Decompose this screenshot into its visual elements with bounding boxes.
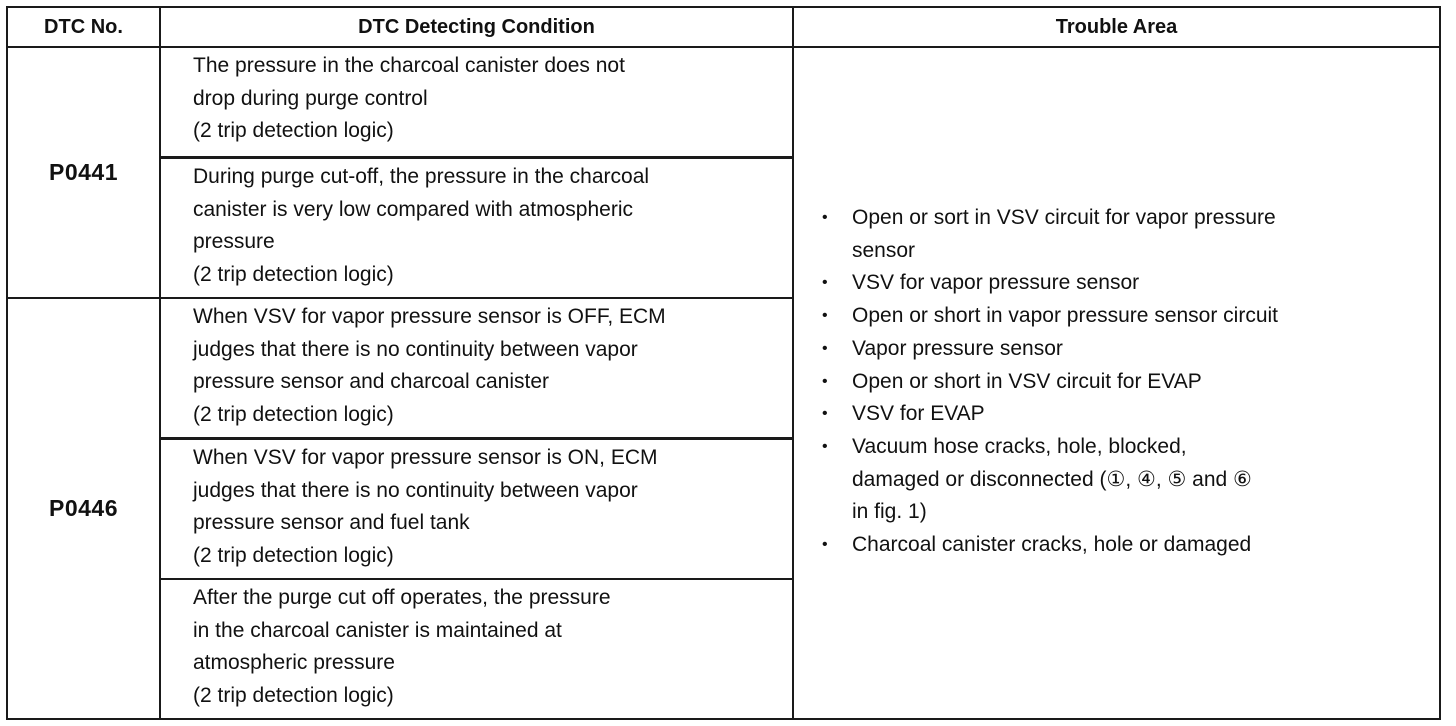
list-item-line: Vacuum hose cracks, hole, blocked, [852, 434, 1187, 458]
list-item-line: Open or short in VSV circuit for EVAP [852, 369, 1202, 393]
trouble-area-list [818, 202, 1429, 562]
list-item [818, 267, 1429, 300]
list-item [818, 398, 1429, 431]
list-item [818, 300, 1429, 333]
bullet-icon: • [822, 437, 828, 455]
list-item [818, 529, 1429, 562]
bullet-icon: • [822, 372, 828, 390]
list-item-line: Open or short in vapor pressure sensor circuit [852, 304, 1279, 328]
dtc-code-p0441: P0441 [7, 47, 160, 298]
list-item [818, 202, 1429, 267]
list-item-line: Open or sort in VSV circuit for vapor pressure [852, 206, 1276, 229]
condition-line: (2 trip detection logic) [193, 262, 394, 286]
bullet-icon: • [822, 405, 828, 423]
condition-cell [160, 298, 793, 439]
condition-line: During purge cut-off, the pressure in the charcoal [193, 165, 650, 188]
list-item-line: sensor [852, 238, 916, 262]
header-row [7, 7, 1440, 47]
list-item-line: damaged or disconnected (①, ④, ⑤ and ⑥ [852, 467, 1252, 491]
condition-cell [160, 47, 793, 158]
condition-line: pressure sensor and charcoal canister [193, 370, 550, 393]
condition-line: (2 trip detection logic) [193, 402, 394, 426]
condition-line: (2 trip detection logic) [193, 683, 394, 707]
list-item [818, 366, 1429, 399]
condition-line: pressure [193, 230, 275, 253]
condition-line: pressure sensor and fuel tank [193, 511, 470, 534]
bullet-icon: • [822, 536, 828, 554]
list-item [818, 333, 1429, 366]
trouble-area-cell [793, 47, 1440, 719]
list-item-line: VSV for EVAP [852, 402, 985, 426]
list-item-line: Charcoal canister cracks, hole or damaged [852, 533, 1252, 557]
table-row [7, 47, 1440, 158]
condition-line: (2 trip detection logic) [193, 119, 394, 142]
bullet-icon: • [822, 274, 828, 292]
condition-line: in the charcoal canister is maintained at [193, 618, 562, 642]
list-item-line: Vapor pressure sensor [852, 336, 1063, 360]
header-dtc-no: DTC No. [7, 7, 160, 47]
list-item-line: in fig. 1) [852, 500, 927, 524]
condition-line: judges that there is no continuity between vapor [193, 478, 638, 502]
condition-line: judges that there is no continuity between vapor [193, 337, 638, 361]
condition-line: (2 trip detection logic) [193, 543, 394, 567]
list-item [818, 431, 1429, 529]
dtc-code-p0446: P0446 [7, 298, 160, 719]
condition-line: When VSV for vapor pressure sensor is OFF, ECM [193, 305, 666, 328]
condition-cell [160, 158, 793, 299]
condition-line: drop during purge control [193, 86, 428, 110]
condition-cell [160, 439, 793, 580]
condition-line: The pressure in the charcoal canister does not [193, 54, 625, 77]
condition-cell [160, 579, 793, 719]
bullet-icon: • [822, 209, 828, 226]
header-trouble-area: Trouble Area [793, 7, 1440, 47]
bullet-icon: • [822, 339, 828, 357]
bullet-icon: • [822, 307, 828, 325]
header-detecting-condition: DTC Detecting Condition [160, 7, 793, 47]
condition-line: After the purge cut off operates, the pressure [193, 586, 611, 609]
list-item-line: VSV for vapor pressure sensor [852, 271, 1140, 295]
condition-line: atmospheric pressure [193, 651, 395, 674]
dtc-table [6, 6, 1441, 720]
condition-line: When VSV for vapor pressure sensor is ON, ECM [193, 446, 658, 469]
condition-line: canister is very low compared with atmospheric [193, 197, 633, 221]
